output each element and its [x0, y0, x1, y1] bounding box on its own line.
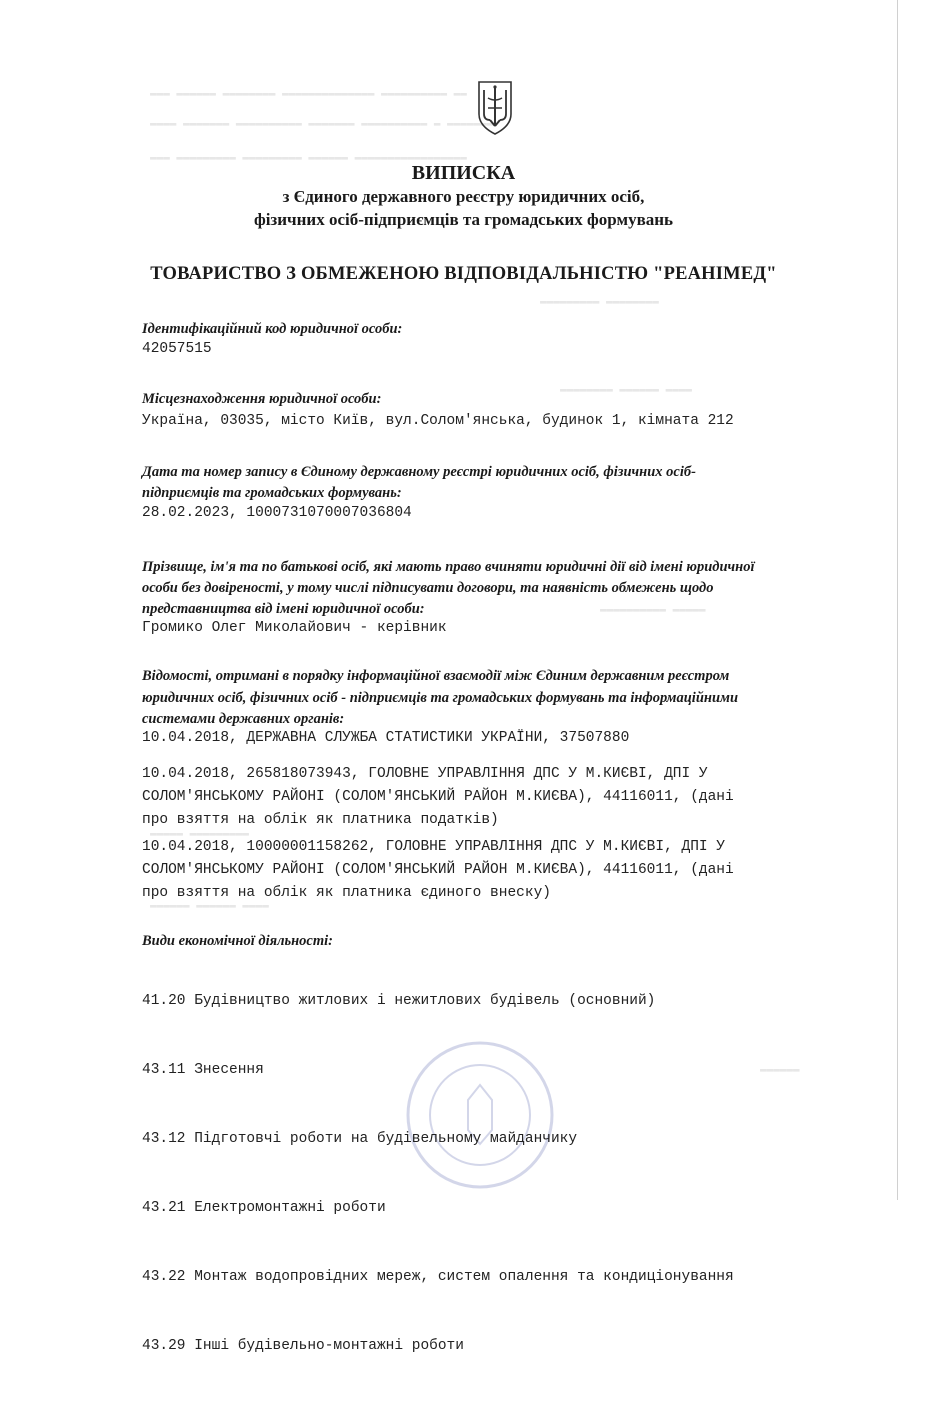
interaction-entry-3-line-2: СОЛОМ'ЯНСЬКОМУ РАЙОНІ (СОЛОМ'ЯНСЬКИЙ РАЙОН М.КИЄВА), 44116011, (дані — [142, 862, 734, 878]
bleed-through-text: ▬▬▬ ▬▬▬▬▬▬▬▬▬ ▬▬▬▬▬▬▬▬▬ ▬▬▬▬▬▬ ▬▬▬▬▬▬▬▬▬▬▬▬▬▬▬▬▬ — [150, 152, 467, 164]
bleed-through-text: ▬▬▬▬▬▬▬▬▬▬ ▬▬▬▬▬ — [600, 604, 706, 616]
activity-item: 41.20 Будівництво житлових і нежитлових будівель (основний) — [142, 993, 656, 1009]
interaction-entry-2-line-1: 10.04.2018, 265818073943, ГОЛОВНЕ УПРАВЛІННЯ ДПС У М.КИЄВІ, ДПІ У — [142, 766, 708, 782]
activity-item: 43.12 Підготовчі роботи на будівельному майданчику — [142, 1131, 578, 1147]
bleed-through-text: ▬▬▬▬▬▬ — [760, 1064, 800, 1076]
bleed-through-text: ▬▬▬▬▬▬▬▬ ▬▬▬▬▬▬ ▬▬▬▬ — [560, 384, 693, 396]
representatives-label-line-2: особи без довіреності, у тому числі підписувати договори, та наявність обмежень щодо — [142, 580, 714, 596]
interaction-entry-3-line-3: про взяття на облік як платника єдиного внеску) — [142, 885, 551, 901]
document-subtitle-line-1: з Єдиного державного реєстру юридичних осіб, — [282, 187, 645, 206]
interaction-entry-3-line-1: 10.04.2018, 10000001158262, ГОЛОВНЕ УПРАВЛІННЯ ДПС У М.КИЄВІ, ДПІ У — [142, 839, 725, 855]
bleed-through-text: ▬▬▬▬▬▬ ▬▬▬▬▬▬ ▬▬▬▬ — [150, 900, 269, 912]
location-label: Місцезнаходження юридичної особи: — [142, 391, 382, 407]
activities-label: Види економічної діяльності: — [142, 933, 334, 949]
registration-label-line-2: підприємців та громадських формувань: — [142, 485, 402, 501]
representatives-label-line-3: представництва від імені юридичної особи: — [142, 601, 425, 617]
company-name: ТОВАРИСТВО З ОБМЕЖЕНОЮ ВІДПОВІДАЛЬНІСТЮ "РЕАНІМЕД" — [150, 264, 777, 284]
registration-value: 28.02.2023, 1000731070007036804 — [142, 505, 412, 521]
representatives-value: Громико Олег Миколайович - керівник — [142, 620, 447, 636]
bleed-through-text: ▬▬▬▬▬ ▬▬▬▬▬▬▬▬▬ — [150, 828, 250, 840]
interaction-label-line-1: Відомості, отримані в порядку інформаційної взаємодії між Єдиним державним реєстром — [142, 668, 730, 684]
bleed-through-text: ▬▬▬▬ ▬▬▬▬▬▬▬ ▬▬▬▬▬▬▬▬▬▬ ▬▬▬▬▬▬▬ ▬▬▬▬▬▬▬▬▬▬ ▬ ▬▬▬▬▬▬▬ — [150, 118, 494, 130]
location-value: Україна, 03035, місто Київ, вул.Солом'янська, будинок 1, кімната 212 — [142, 413, 734, 429]
activity-item: 43.11 Знесення — [142, 1062, 264, 1078]
document-subtitle-line-2: фізичних осіб-підприємців та громадських формувань — [253, 210, 674, 229]
registration-label-line-1: Дата та номер запису в Єдиному державному реєстрі юридичних осіб, фізичних осіб- — [142, 464, 696, 480]
document-title: ВИПИСКА — [411, 162, 516, 184]
interaction-entry-1: 10.04.2018, ДЕРЖАВНА СЛУЖБА СТАТИСТИКИ УКРАЇНИ, 37507880 — [142, 730, 630, 746]
id-code-label: Ідентифікаційний код юридичної особи: — [142, 321, 403, 337]
bleed-through-text: ▬▬▬▬▬▬▬▬▬ ▬▬▬▬▬▬▬▬ — [540, 296, 659, 308]
activity-item: 43.22 Монтаж водопровідних мереж, систем опалення та кондиціонування — [142, 1269, 734, 1285]
interaction-label-line-3: системами державних органів: — [142, 711, 345, 727]
id-code-value: 42057515 — [142, 341, 212, 357]
activities-list — [142, 944, 832, 1404]
interaction-label-line-2: юридичних осіб, фізичних осіб - підприємців та громадських формувань та інформаційними — [142, 690, 739, 706]
coat-of-arms-icon — [476, 80, 514, 136]
bleed-through-text: ▬▬▬ ▬▬▬▬▬▬ ▬▬▬▬▬▬▬▬ ▬▬▬▬▬▬▬▬▬▬▬▬▬▬ ▬▬▬▬▬▬▬▬▬▬ ▬▬ — [150, 88, 467, 100]
representatives-label-line-1: Прізвище, ім'я та по батькові осіб, які мають право вчиняти юридичні дії від імені юридичної — [142, 559, 755, 575]
activity-item: 43.21 Електромонтажні роботи — [142, 1200, 386, 1216]
interaction-entry-2-line-2: СОЛОМ'ЯНСЬКОМУ РАЙОНІ (СОЛОМ'ЯНСЬКИЙ РАЙОН М.КИЄВА), 44116011, (дані — [142, 789, 734, 805]
interaction-entry-2-line-3: про взяття на облік як платника податків) — [142, 812, 499, 828]
activity-item: 43.29 Інші будівельно-монтажні роботи — [142, 1338, 464, 1354]
